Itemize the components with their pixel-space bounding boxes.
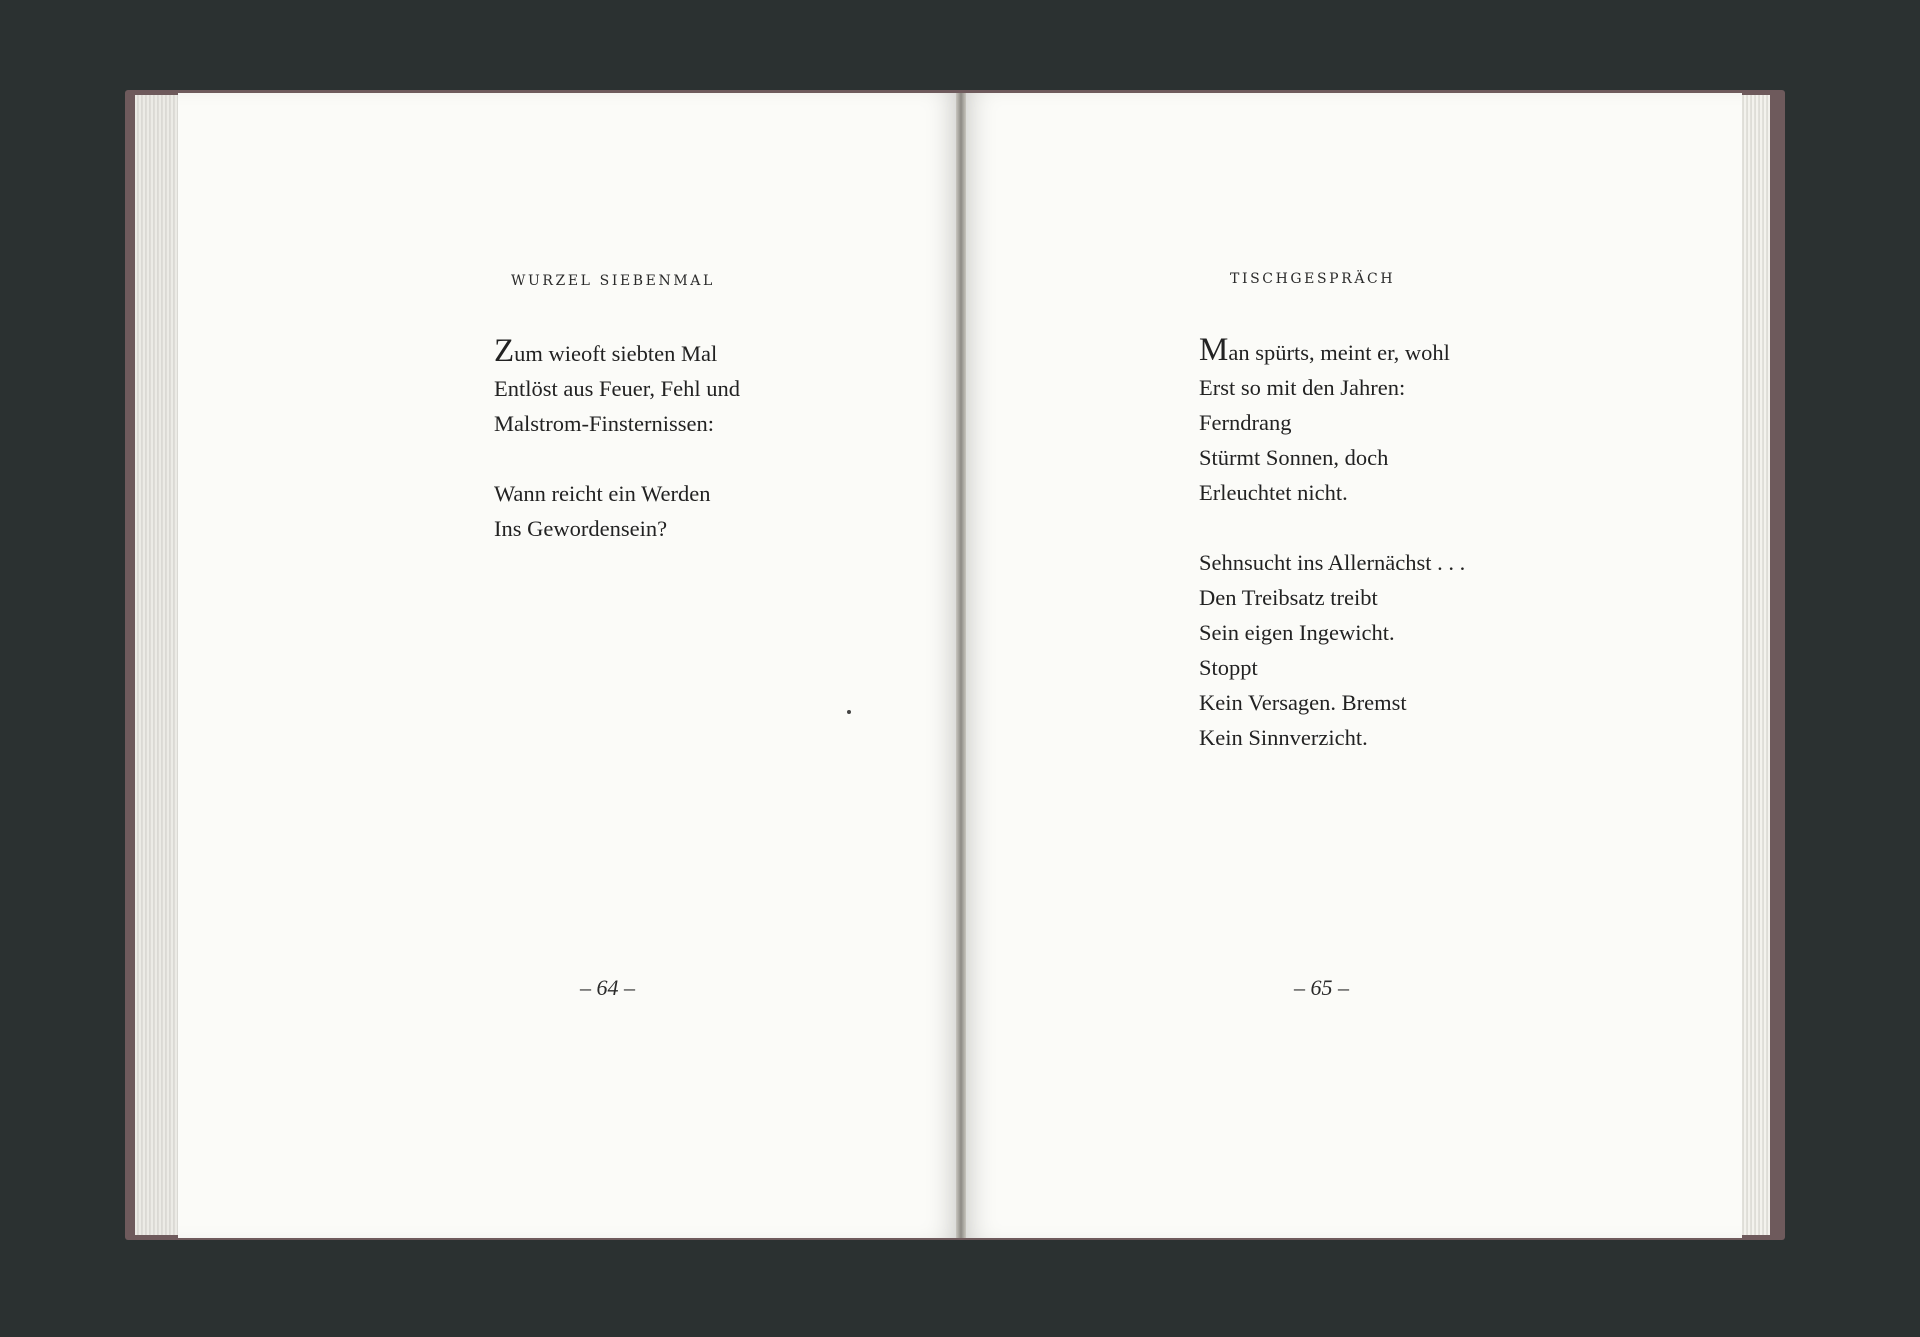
drop-initial: Z [494,333,515,369]
speck-mark [847,710,851,714]
poem-line [494,333,740,371]
poem-line: Stoppt [1199,655,1258,680]
poem-line: Wann reicht ein Werden [494,481,711,506]
book-gutter [956,93,966,1238]
poem-left [494,333,740,546]
page-number-left: – 64 – [580,975,635,1000]
drop-initial: M [1199,332,1229,368]
stanza-break [1199,510,1465,545]
poem-line: Entlöst aus Feuer, Fehl und [494,376,740,401]
stanza-break [494,441,740,476]
poem-line: Erleuchtet nicht. [1199,480,1348,505]
poem-line: Kein Sinnverzicht. [1199,725,1368,750]
poem-line: Kein Versagen. Bremst [1199,690,1407,715]
poem-line: Sehnsucht ins Allernächst . . . [1199,550,1466,575]
poem-line: Erst so mit den Jahren: [1199,375,1406,400]
poem-line: Sein eigen Ingewicht. [1199,620,1395,645]
page-number-right: – 65 – [1294,975,1349,1000]
poem-line: Malstrom-Finsternissen: [494,411,714,436]
first-line-text: um wieoft siebten Mal [514,341,718,366]
page-edges-left [135,95,180,1235]
left-page [178,93,960,1238]
poem-line [1199,332,1465,370]
page-edges-right [1740,95,1770,1235]
poem-line: Den Treibsatz treibt [1199,585,1378,610]
poem-line: Ferndrang [1199,410,1292,435]
running-head-right: TISCHGESPRÄCH [1230,271,1396,287]
poem-line: Stürmt Sonnen, doch [1199,445,1389,470]
running-head-left: WURZEL SIEBENMAL [511,273,715,289]
first-line-text: an spürts, meint er, wohl [1228,340,1450,365]
right-page [962,93,1742,1238]
poem-line: Ins Gewordensein? [494,516,668,541]
poem-right [1199,332,1466,755]
